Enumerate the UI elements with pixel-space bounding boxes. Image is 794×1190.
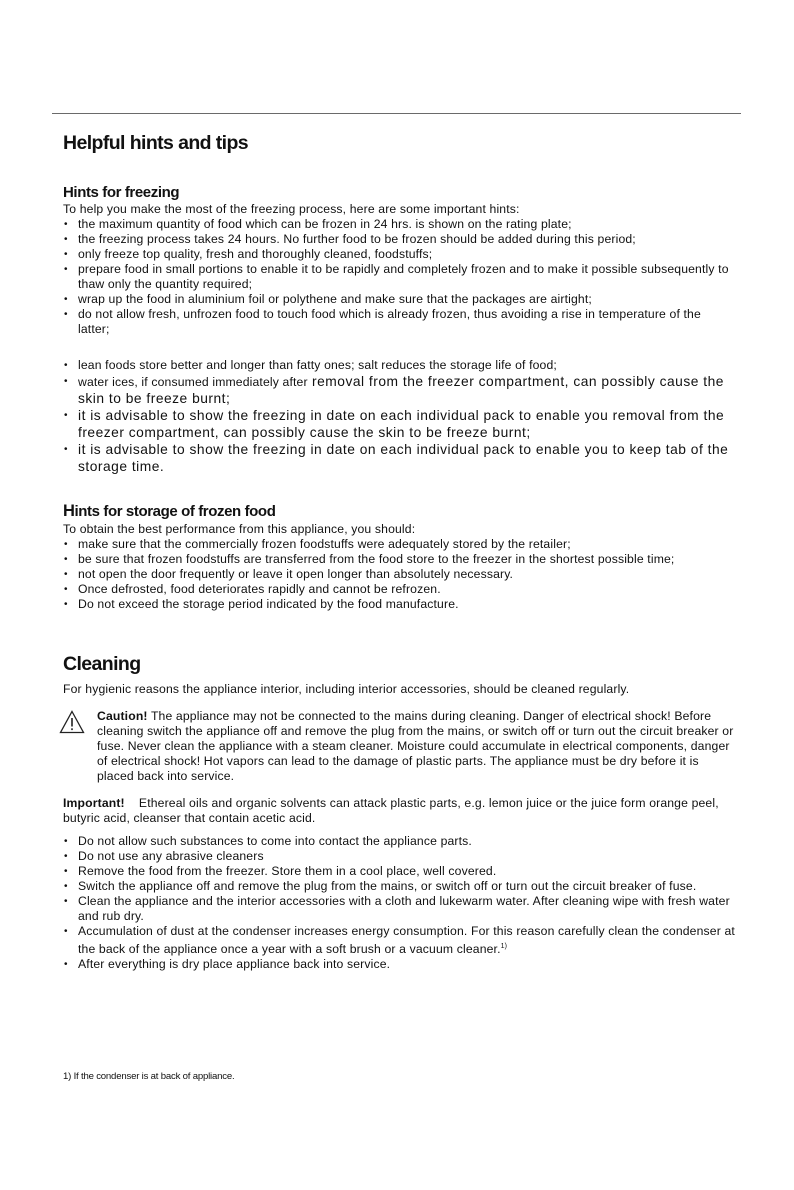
- list-item: • Clean the appliance and the interior accessories with a cloth and lukewarm water. After cleaning wipe with fresh water and rub dry.: [63, 894, 735, 924]
- footnote-marker: 1): [500, 942, 508, 950]
- freezing-list: [63, 217, 735, 337]
- list-item: • After everything is dry place appliance back into service.: [63, 957, 735, 972]
- list-item: • the maximum quantity of food which can be frozen in 24 hrs. is shown on the rating plate;: [63, 217, 735, 232]
- list-item: • make sure that the commercially frozen foodstuffs were adequately stored by the retailer;: [63, 537, 735, 552]
- freezing-list-extra: [63, 358, 735, 475]
- storage-heading-initial: H: [63, 502, 75, 521]
- storage-heading: [63, 502, 735, 522]
- list-item-text: Accumulation of dust at the condenser increases energy consumption. For this reason carefully clean the condenser at the back of the appliance once a year with a soft brush or a vacuum cleaner.: [78, 923, 735, 956]
- caution-label: Caution!: [97, 708, 148, 723]
- caution-body: The appliance may not be connected to the mains during cleaning. Danger of electrical shock! Before cleaning switch the appliance off and remove the plug from the mains, or switch off or turn out the circuit breaker or fuse. Never clean the appliance with a steam cleaner. Moisture could accumulate in electrical components, danger of electrical shock! Hot vapors can lead to the damage of plastic parts. The appliance must be dry before it is placed back into service.: [97, 708, 734, 783]
- page-title: Helpful hints and tips: [63, 132, 249, 154]
- list-item: • it is advisable to show the freezing in date on each individual pack to enable you removal from the freezer compartment, can possibly cause the skin to be freeze burnt;: [63, 407, 735, 441]
- storage-intro: To obtain the best performance from this appliance, you should:: [63, 522, 416, 537]
- cleaning-section: [63, 653, 735, 971]
- important-note: [63, 796, 735, 826]
- list-item: • wrap up the food in aluminium foil or polythene and make sure that the packages are airtight;: [63, 292, 735, 307]
- freezing-section: [63, 184, 735, 475]
- storage-heading-rest: ints for storage of frozen food: [74, 503, 276, 521]
- list-item: • Do not use any abrasive cleaners: [63, 849, 735, 864]
- header-rule: [52, 113, 741, 114]
- storage-list: [63, 537, 735, 612]
- list-item: • it is advisable to show the freezing in date on each individual pack to enable you to keep tab of the storage time.: [63, 441, 735, 475]
- list-item: • do not allow fresh, unfrozen food to touch food which is already frozen, thus avoiding a rise in temperature of the latter;: [63, 307, 735, 337]
- important-body: Ethereal oils and organic solvents can attack plastic parts, e.g. lemon juice or the juice form orange peel, butyric acid, cleanser that contain acetic acid.: [63, 795, 719, 825]
- caution-text: [97, 709, 735, 784]
- document-body: [63, 132, 735, 972]
- list-item-text-large: removal from the freezer compartment, can possibly cause the skin to be freeze burnt;: [78, 374, 724, 407]
- footnote: 1) If the condenser is at back of appliance.: [63, 1071, 235, 1082]
- list-item: • only freeze top quality, fresh and thoroughly cleaned, foodstuffs;: [63, 247, 735, 262]
- list-item: • be sure that frozen foodstuffs are transferred from the food store to the freezer in the shortest possible time;: [63, 552, 735, 567]
- list-item: [63, 373, 735, 407]
- warning-triangle-icon: [59, 710, 85, 734]
- list-item: • the freezing process takes 24 hours. No further food to be frozen should be added during this period;: [63, 232, 735, 247]
- list-item: • Once defrosted, food deteriorates rapidly and cannot be refrozen.: [63, 582, 735, 597]
- cleaning-intro: For hygienic reasons the appliance interior, including interior accessories, should be cleaned regularly.: [63, 681, 630, 696]
- storage-section: [63, 502, 735, 612]
- list-item: • Remove the food from the freezer. Store them in a cool place, well covered.: [63, 864, 735, 879]
- caution-block: [63, 709, 735, 784]
- list-item: [63, 924, 735, 957]
- list-item: • Switch the appliance off and remove the plug from the mains, or switch off or turn out the circuit breaker of fuse.: [63, 879, 735, 894]
- list-item: • prepare food in small portions to enable it to be rapidly and completely frozen and to make it possible subsequently to thaw only the quantity required;: [63, 262, 735, 292]
- list-item: • lean foods store better and longer than fatty ones; salt reduces the storage life of food;: [63, 358, 735, 373]
- important-label: Important!: [63, 795, 125, 810]
- list-item: • Do not exceed the storage period indicated by the food manufacture.: [63, 597, 735, 612]
- cleaning-list: [63, 834, 735, 972]
- cleaning-heading: Cleaning: [63, 653, 141, 676]
- list-item: • Do not allow such substances to come into contact the appliance parts.: [63, 834, 735, 849]
- list-item-text-small: water ices, if consumed immediately after: [78, 375, 308, 390]
- freezing-heading: Hints for freezing: [63, 184, 180, 202]
- list-item: • not open the door frequently or leave it open longer than absolutely necessary.: [63, 567, 735, 582]
- freezing-intro: To help you make the most of the freezing process, here are some important hints:: [63, 202, 520, 217]
